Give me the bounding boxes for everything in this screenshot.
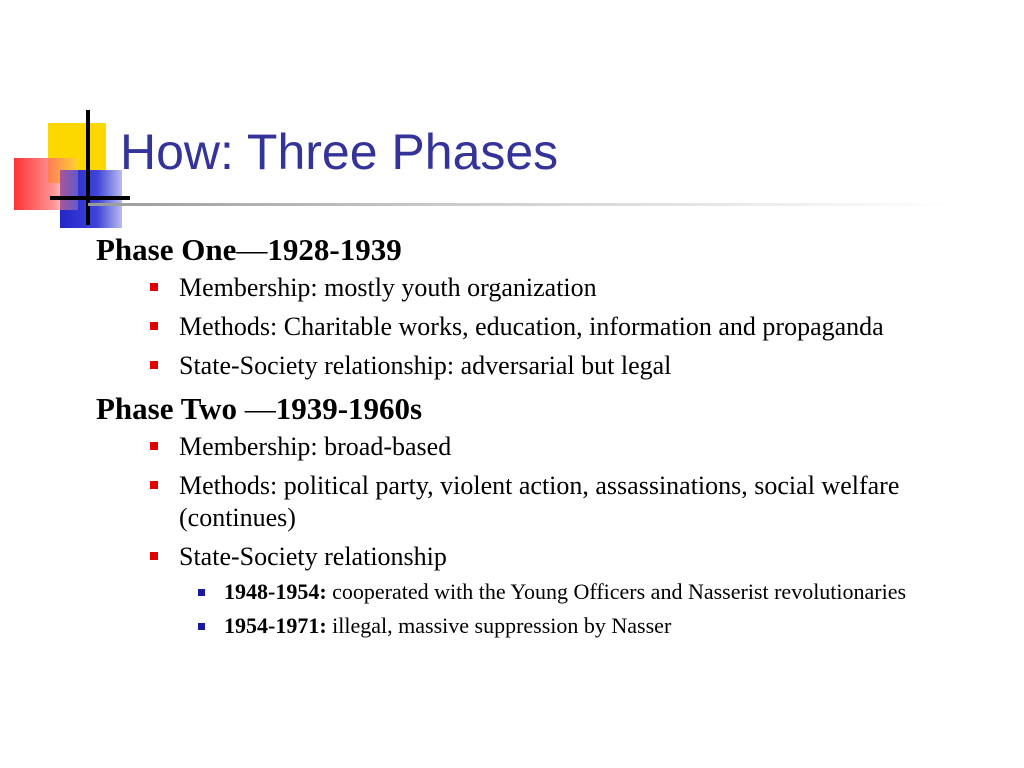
phase-label: Phase Two xyxy=(96,391,245,426)
phase-one-list xyxy=(96,272,976,382)
square-bullet-icon xyxy=(150,322,158,330)
list-item xyxy=(179,272,976,304)
sub-item-text: illegal, massive suppression by Nasser xyxy=(326,613,672,638)
sub-item-text: cooperated with the Young Officers and Nasserist revolutionaries xyxy=(326,579,907,604)
logo-red-square xyxy=(14,158,78,210)
list-item-text: Methods: political party, violent action, assassinations, social welfare (continues) xyxy=(179,471,900,532)
phase-two-list xyxy=(96,431,976,639)
square-bullet-icon xyxy=(198,623,205,630)
square-bullet-icon xyxy=(150,552,158,560)
list-item-text: State-Society relationship xyxy=(179,542,447,571)
phase-years: 1928-1939 xyxy=(267,232,402,267)
phase-dash: — xyxy=(244,391,276,426)
sub-item-period: 1948-1954: xyxy=(224,579,327,604)
square-bullet-icon xyxy=(150,361,158,369)
list-item xyxy=(179,311,976,343)
phase-dash: — xyxy=(236,232,268,267)
phase-label: Phase One xyxy=(96,232,237,267)
slide-body xyxy=(96,230,976,647)
list-item-text: Membership: broad-based xyxy=(179,432,452,461)
phase-heading xyxy=(96,230,976,270)
list-item-text: Methods: Charitable works, education, information and propaganda xyxy=(179,312,884,341)
phase-years: 1939-1960s xyxy=(275,391,423,426)
square-bullet-icon xyxy=(198,589,205,596)
sub-list-item xyxy=(224,579,976,605)
list-item xyxy=(179,470,976,534)
title-underline-rule xyxy=(88,203,958,206)
slide-title: How: Three Phases xyxy=(120,124,559,180)
list-item xyxy=(179,350,976,382)
logo-horizontal-line xyxy=(50,196,130,200)
square-bullet-icon xyxy=(150,481,158,489)
list-item-text: State-Society relationship: adversarial but legal xyxy=(179,351,672,380)
list-item xyxy=(179,431,976,463)
list-item xyxy=(179,541,976,639)
sub-item-period: 1954-1971: xyxy=(224,613,327,638)
sub-list xyxy=(179,579,976,639)
list-item-text: Membership: mostly youth organization xyxy=(179,273,597,302)
square-bullet-icon xyxy=(150,442,158,450)
logo-vertical-line xyxy=(86,110,90,225)
sub-list-item xyxy=(224,613,976,639)
phase-heading xyxy=(96,389,976,429)
square-bullet-icon xyxy=(150,283,158,291)
